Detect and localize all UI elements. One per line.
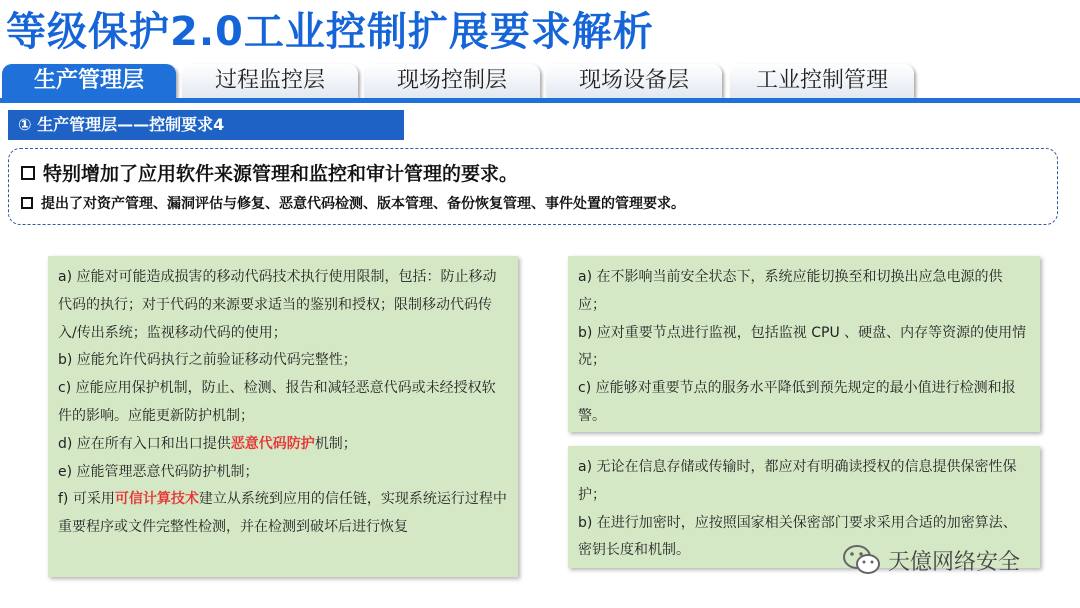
checkbox-square-icon — [21, 166, 35, 180]
resource-requirement-b: b) 应对重要节点进行监视，包括监视 CPU 、硬盘、内存等资源的使用情况； — [578, 324, 1027, 369]
tab-field-control[interactable]: 现场控制层 — [364, 64, 540, 98]
resource-requirement-c: c) 应能够对重要节点的服务水平降低到预先规定的最小值进行检测和报警。 — [578, 380, 1016, 424]
resource-control-box — [568, 256, 1040, 432]
requirement-b: b) 应能允许代码执行之前验证移动代码完整性； — [58, 352, 357, 369]
resource-requirement-a: a) 在不影响当前安全状态下，系统应能切换至和切换出应急电源的供应； — [578, 269, 1003, 313]
tab-underline — [0, 98, 1080, 103]
summary-box — [8, 148, 1058, 225]
requirement-f-suffix: 建立从系统到应用的信任链，实现系统运行过程中重要程序或文件完整性检测，并在检测到破坏后进行恢复 — [58, 491, 507, 536]
summary-line-2 — [21, 193, 685, 213]
requirement-d — [58, 431, 508, 459]
summary-line-1 — [21, 159, 518, 186]
tab-industrial-control-management[interactable]: 工业控制管理 — [730, 64, 914, 98]
requirement-d-suffix: 机制； — [314, 435, 357, 452]
summary-text-2: 提出了对资产管理、漏洞评估与修复、恶意代码检测、版本管理、备份恢复管理、事件处置的管理要求。 — [41, 196, 685, 212]
confidentiality-requirement-b: b) 在进行加密时，应按照国家相关保密部门要求采用合适的加密算法、密钥长度和机制。 — [578, 514, 1017, 559]
requirement-a: a) 应能对可能造成损害的移动代码技术执行使用限制，包括：防止移动代码的执行；对于代码的来源要求适当的鉴别和授权；限制移动代码传入/传出系统；监视移动代码的使用； — [58, 269, 497, 341]
requirement-d-prefix: d) 应在所有入口和出口提供 — [58, 435, 231, 452]
malicious-code-protection-highlight: 恶意代码防护 — [230, 435, 315, 452]
tab-production-management[interactable]: 生产管理层 — [2, 64, 176, 98]
tab-bar — [0, 64, 1080, 98]
checkbox-square-icon — [21, 197, 33, 209]
section-label: ① 生产管理层——控制要求4 — [8, 110, 404, 140]
tab-field-device[interactable]: 现场设备层 — [546, 64, 722, 98]
summary-text-1: 特别增加了应用软件来源管理和监控和审计管理的要求。 — [43, 163, 519, 185]
requirement-c: c) 应能应用保护机制，防止、检测、报告和减轻恶意代码或未经授权软件的影响。应能更新防护机制； — [58, 380, 496, 424]
watermark-text: 天億网络安全 — [888, 549, 1021, 575]
wechat-icon — [842, 543, 882, 577]
watermark — [842, 540, 1020, 580]
mobile-code-requirements-box — [48, 256, 518, 577]
requirement-e: e) 应能管理恶意代码防护机制； — [58, 463, 259, 480]
requirement-f — [58, 486, 508, 542]
page-title: 等级保护2.0工业控制扩展要求解析 — [6, 9, 654, 55]
tab-process-monitoring[interactable]: 过程监控层 — [182, 64, 358, 98]
confidentiality-requirement-a: a) 无论在信息存储或传输时，都应对有明确读授权的信息提供保密性保护； — [578, 459, 1017, 503]
trusted-computing-highlight: 可信计算技术 — [114, 491, 199, 508]
requirement-f-prefix: f) 可采用 — [58, 491, 115, 508]
